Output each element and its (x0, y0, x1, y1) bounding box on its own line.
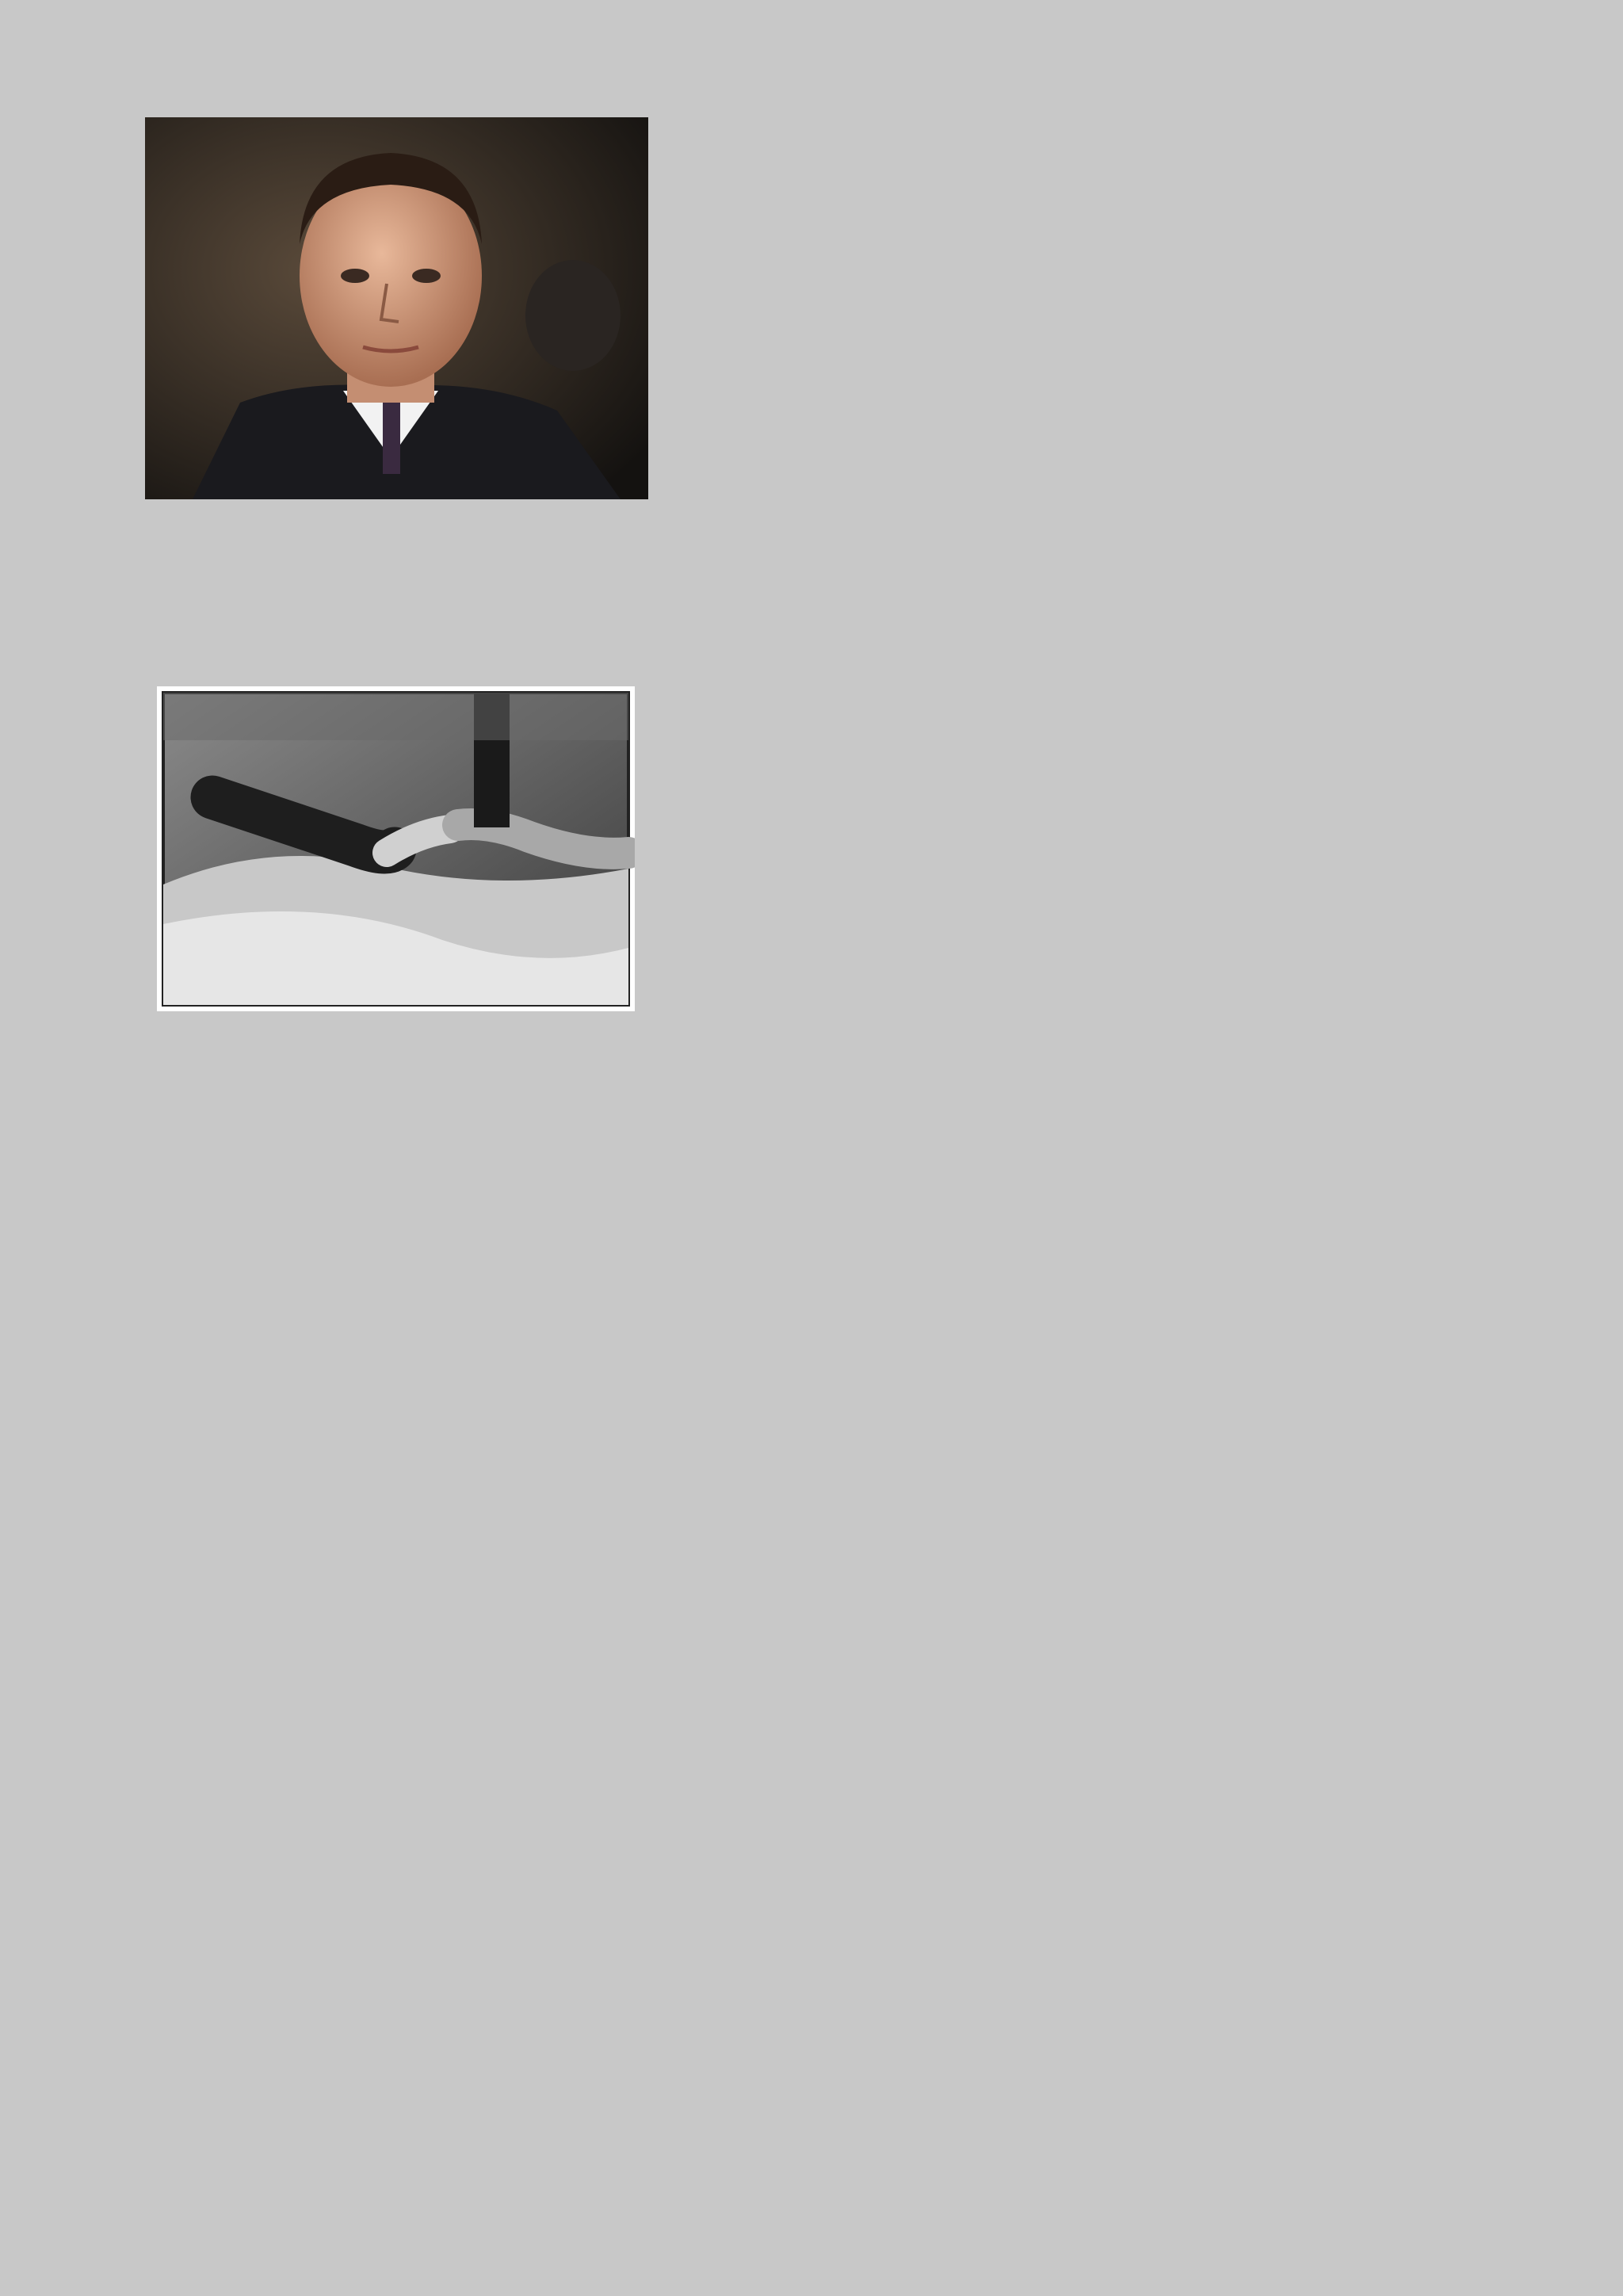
portrait-illustration (145, 117, 648, 499)
hands-illustration (157, 686, 635, 1011)
portrait-photo (145, 117, 648, 499)
hands-photo (157, 686, 635, 1011)
